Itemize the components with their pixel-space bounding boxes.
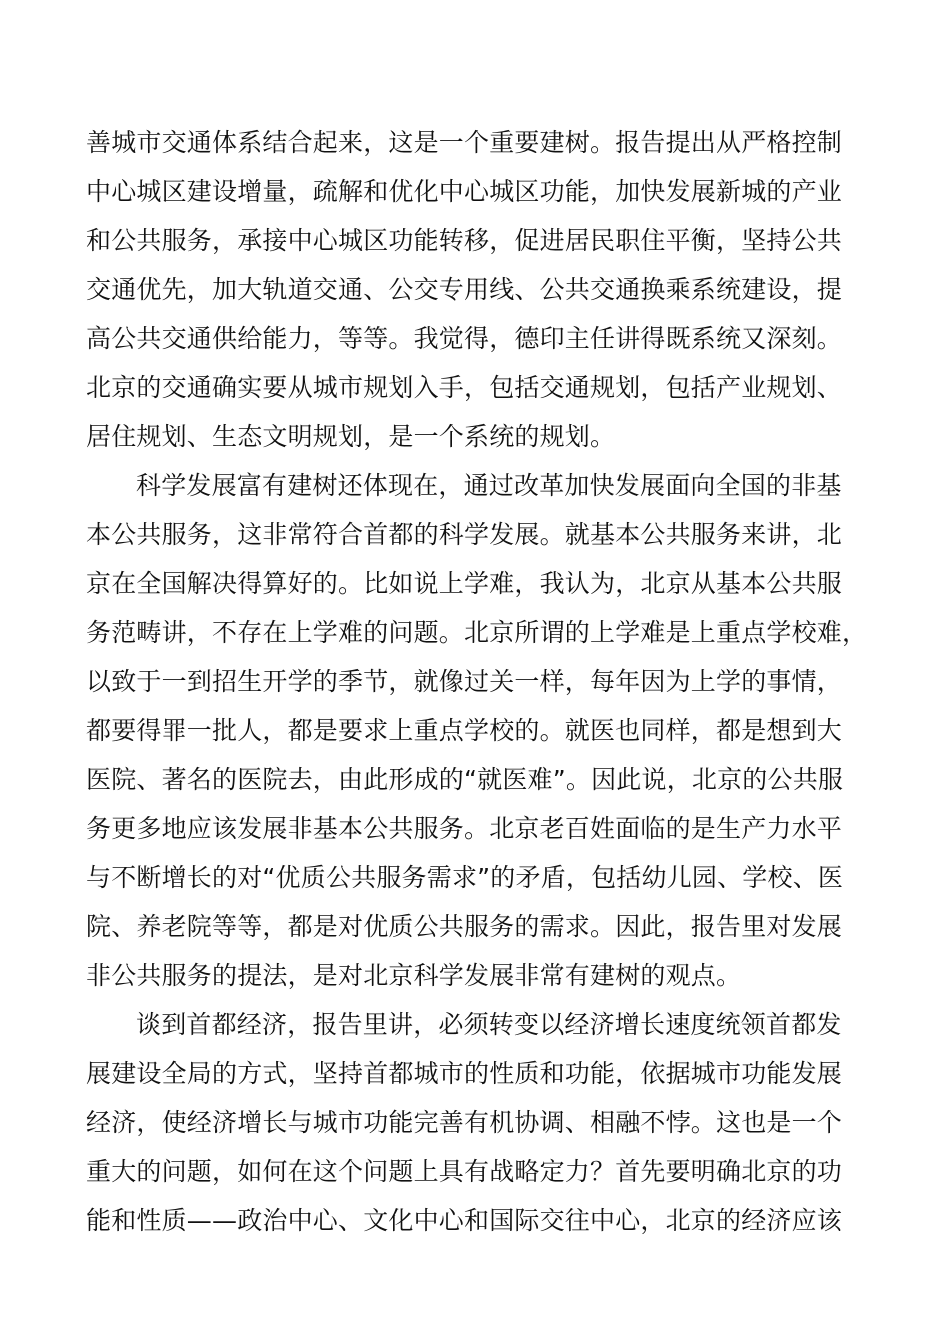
text-line: 都要得罪一批人，都是要求上重点学校的。就医也同样，都是想到大	[86, 716, 843, 745]
text-line: 能和性质——政治中心、文化中心和国际交往中心，北京的经济应该	[86, 1206, 843, 1235]
text-line: 展建设全局的方式，坚持首都城市的性质和功能，依据城市功能发展	[86, 1059, 843, 1088]
paragraph-start-line: 科学发展富有建树还体现在，通过改革加快发展面向全国的非基	[136, 471, 842, 500]
text-line: 本公共服务，这非常符合首都的科学发展。就基本公共服务来讲，北	[86, 520, 843, 549]
text-line: 非公共服务的提法，是对北京科学发展非常有建树的观点。	[86, 961, 742, 990]
text-line: 重大的问题，如何在这个问题上具有战略定力？首先要明确北京的功	[86, 1157, 843, 1186]
paragraph-start-line: 谈到首都经济，报告里讲，必须转变以经济增长速度统领首都发	[136, 1010, 842, 1039]
text-line: 以致于一到招生开学的季节，就像过关一样，每年因为上学的事情，	[86, 667, 843, 696]
text-line: 京在全国解决得算好的。比如说上学难，我认为，北京从基本公共服	[86, 569, 843, 598]
text-line: 高公共交通供给能力，等等。我觉得，德印主任讲得既系统又深刻。	[86, 324, 843, 353]
text-line: 中心城区建设增量，疏解和优化中心城区功能，加快发展新城的产业	[86, 177, 843, 206]
text-line: 务范畴讲，不存在上学难的问题。北京所谓的上学难是上重点学校难，	[86, 618, 868, 647]
text-line: 院、养老院等等，都是对优质公共服务的需求。因此，报告里对发展	[86, 912, 843, 941]
text-line: 与不断增长的对“优质公共服务需求”的矛盾，包括幼儿园、学校、医	[86, 863, 844, 892]
text-line: 务更多地应该发展非基本公共服务。北京老百姓面临的是生产力水平	[86, 814, 843, 843]
text-line: 和公共服务，承接中心城区功能转移，促进居民职住平衡，坚持公共	[86, 226, 843, 255]
text-line: 北京的交通确实要从城市规划入手，包括交通规划，包括产业规划、	[86, 373, 843, 402]
text-line: 善城市交通体系结合起来，这是一个重要建树。报告提出从严格控制	[86, 128, 843, 157]
text-line: 医院、著名的医院去，由此形成的“就医难”。因此说，北京的公共服	[86, 765, 844, 794]
text-line: 经济，使经济增长与城市功能完善有机协调、相融不悖。这也是一个	[86, 1108, 843, 1137]
text-line: 交通优先，加大轨道交通、公交专用线、公共交通换乘系统建设，提	[86, 275, 843, 304]
document-body	[86, 118, 876, 1245]
text-line: 居住规划、生态文明规划，是一个系统的规划。	[86, 422, 616, 451]
